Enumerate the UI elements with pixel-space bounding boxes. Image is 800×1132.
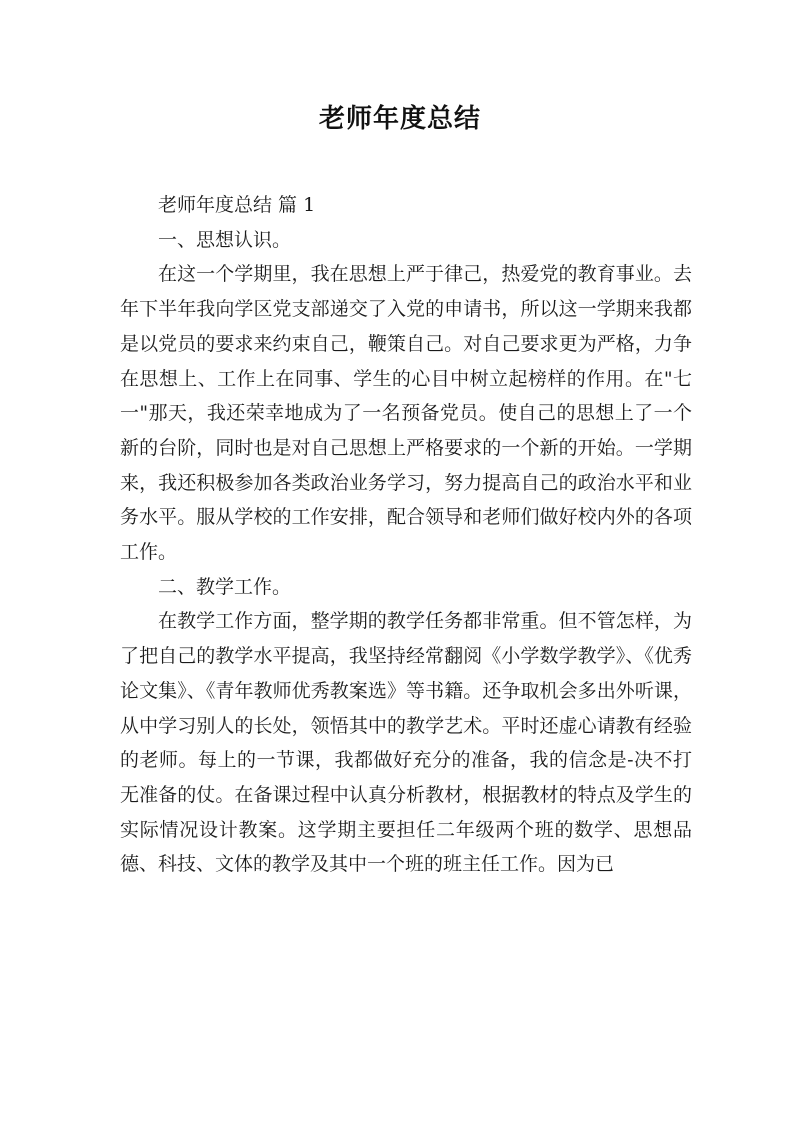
paragraph-heading: 老师年度总结 篇 1 xyxy=(158,194,316,216)
document-title: 老师年度总结 xyxy=(318,104,481,134)
section-heading-thought: 一、思想认识。 xyxy=(158,228,292,251)
section-heading-teaching: 二、教学工作。 xyxy=(158,575,292,598)
document-body xyxy=(120,188,692,882)
paragraph-teaching: 在教学工作方面，整学期的教学任务都非常重。但不管怎样，为了把自己的教学水平提高，我坚持经常翻阅《小学数学教学》、《优秀论文集》、《青年教师优秀教案选》等书籍。还争取机会多出外听课，从中学习别人的长处，领悟其中的教学艺术。平时还虚心请教有经验的老师。每上的一节课，我都做好充分的准备，我的信念是-决不打无准备的仗。在备课过程中认真分析教材，根据教材的特点及学生的实际情况设计教案。这学期主要担任二年级两个班的数学、思想品德、科技、文体的教学及其中一个班的班主任工作。因为已 xyxy=(120,610,692,876)
paragraph-thought: 在这一个学期里，我在思想上严于律己，热爱党的教育事业。去年下半年我向学区党支部递交了入党的申请书，所以这一学期来我都是以党员的要求来约束自己，鞭策自己。对自己要求更为严格，力争在思想上、工作上在同事、学生的心目中树立起榜样的作用。在"七一"那天，我还荣幸地成为了一名预备党员。使自己的思想上了一个新的台阶，同时也是对自己思想上严格要求的一个新的开始。一学期来，我还积极参加各类政治业务学习，努力提高自己的政治水平和业务水平。服从学校的工作安排，配合领导和老师们做好校内外的各项工作。 xyxy=(120,263,692,564)
